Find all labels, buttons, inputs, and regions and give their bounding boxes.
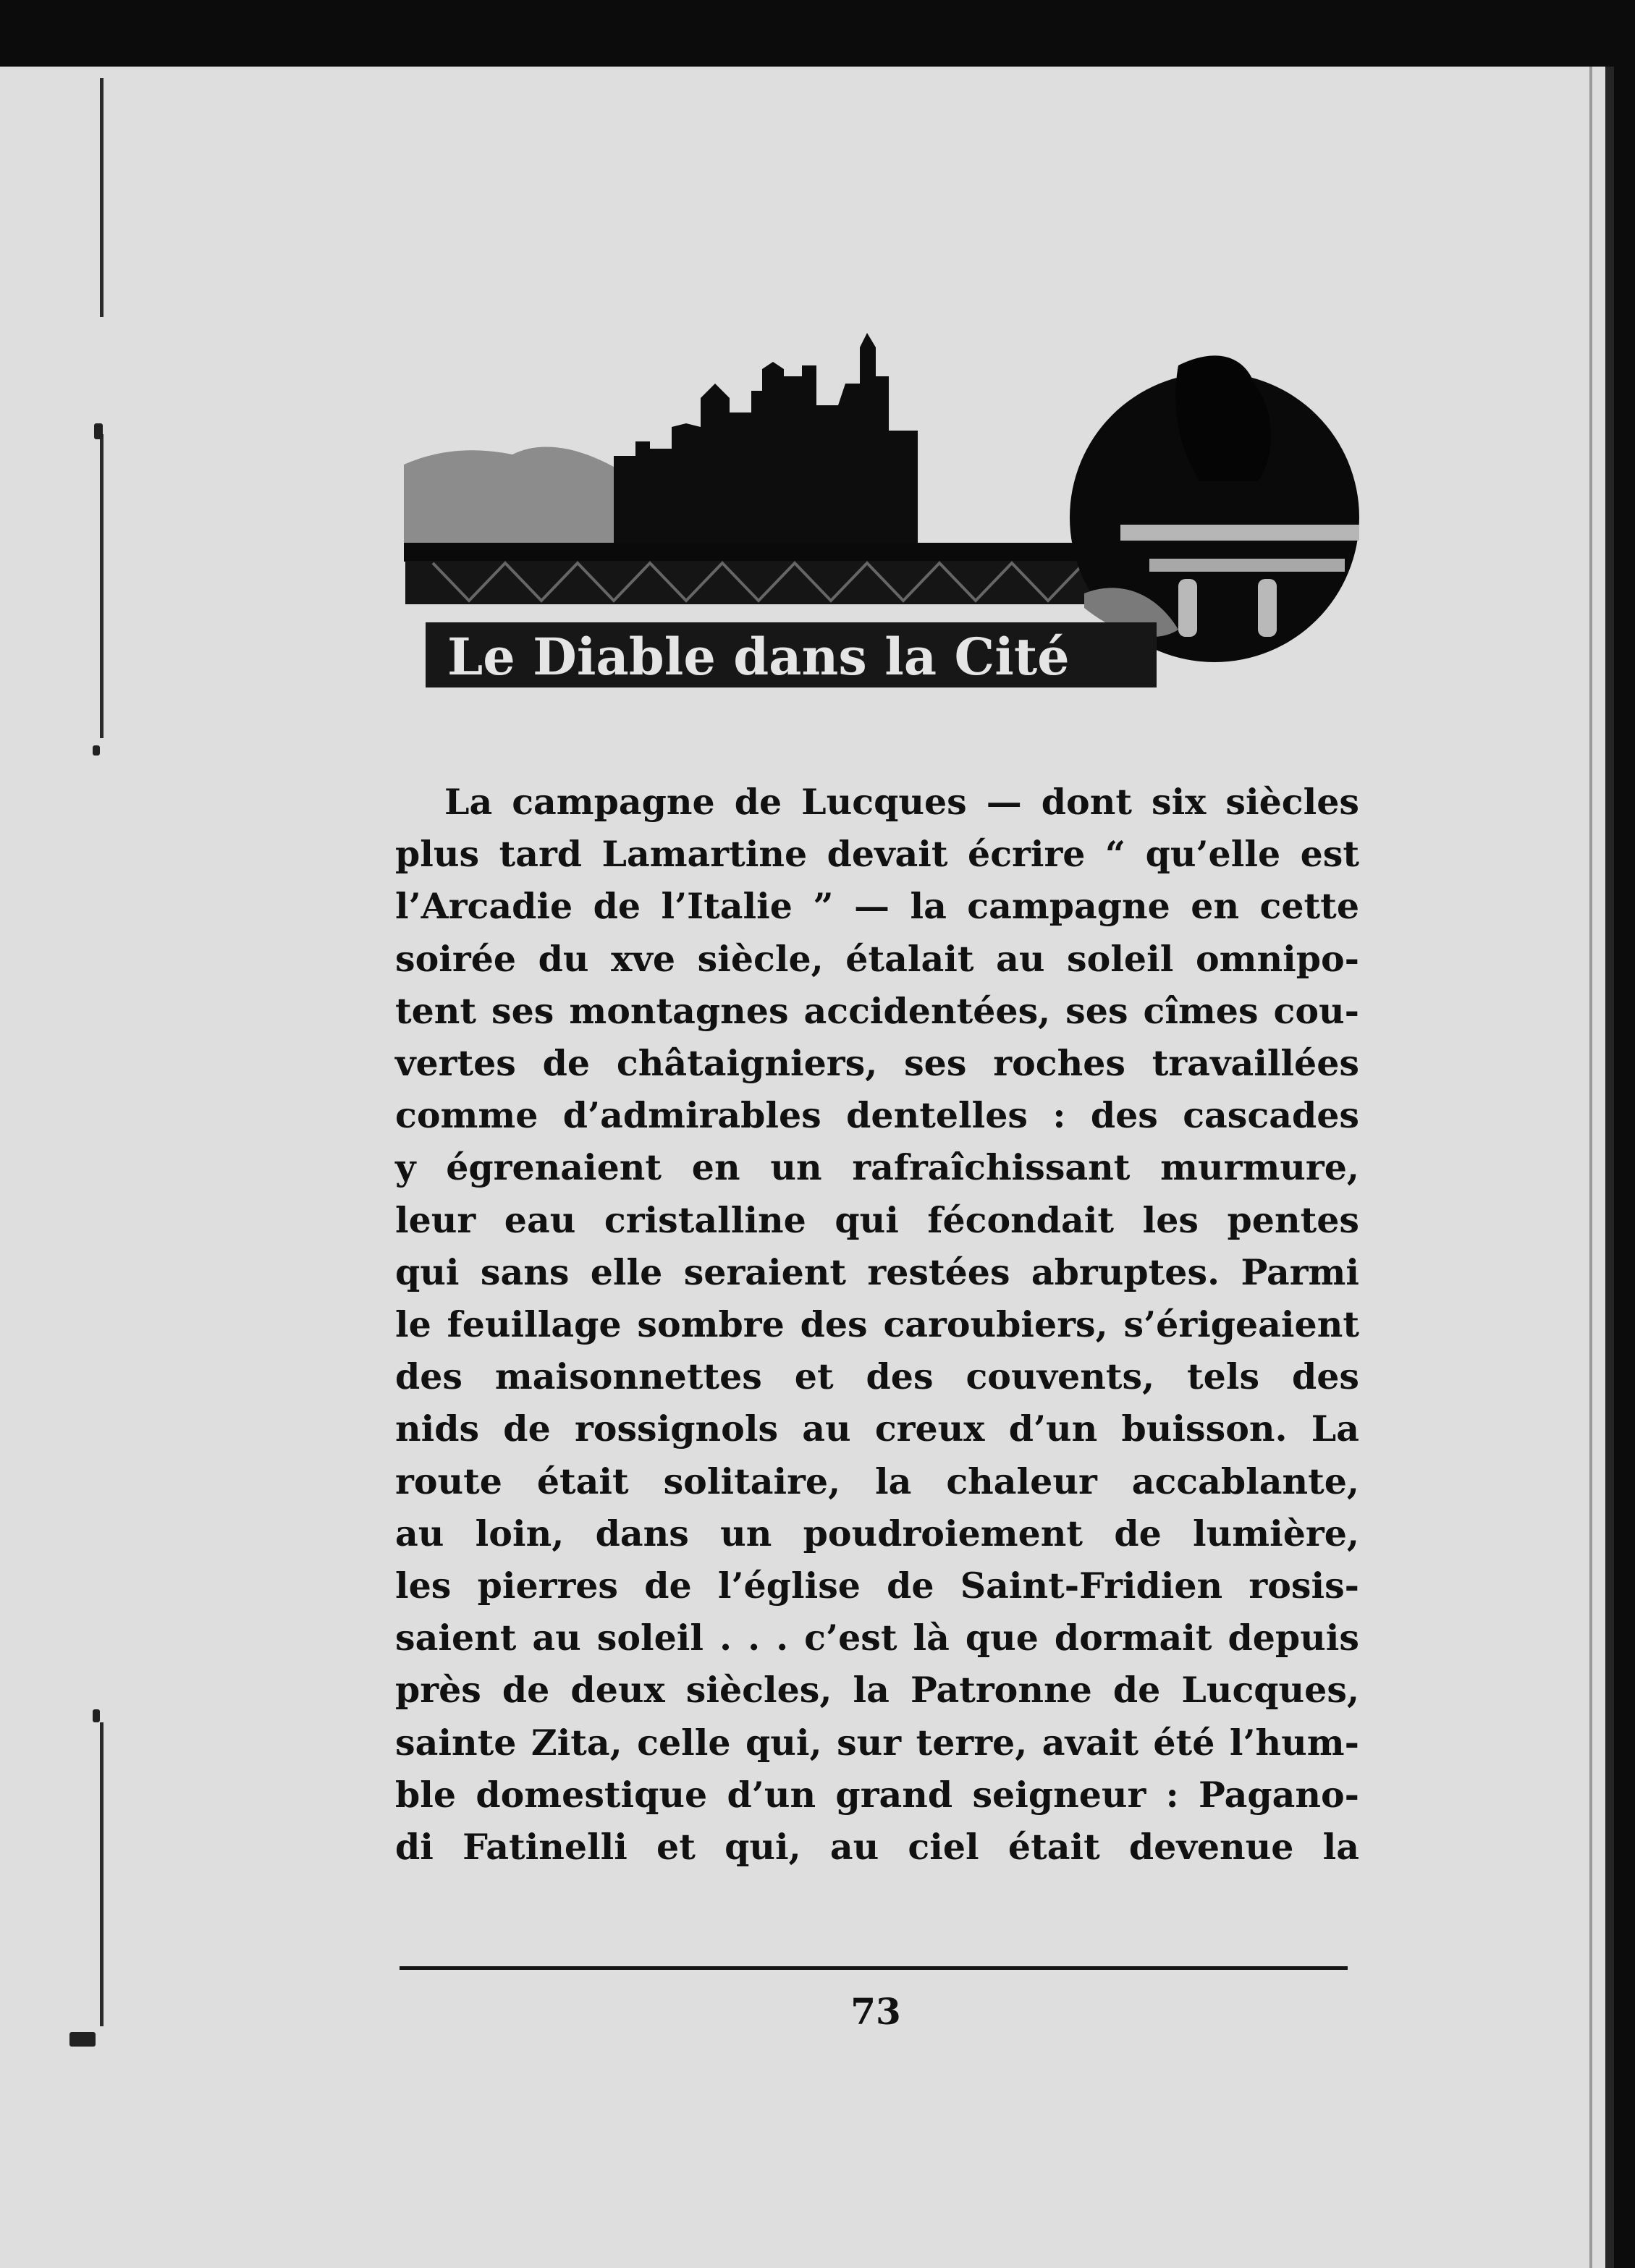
paragraph-line: au loin, dans un poudroiement de lumière, xyxy=(395,1512,1359,1554)
paragraph-line: La campagne de Lucques — dont six siècles xyxy=(444,781,1359,823)
paragraph-line: le feuillage sombre des caroubiers, s’érigeaient xyxy=(395,1303,1359,1346)
paragraph-line: di Fatinelli et qui, au ciel était devenue la xyxy=(395,1826,1359,1869)
footer-rule xyxy=(400,1966,1348,1970)
paragraph-line: y égrenaient en un rafraîchissant murmure, xyxy=(395,1146,1359,1189)
paragraph-line: soirée du xve siècle, étalait au soleil omnipo- xyxy=(395,937,1359,980)
paragraph-line: sainte Zita, celle qui, sur terre, avait été l’hum- xyxy=(395,1721,1359,1764)
paragraph-line: des maisonnettes et des couvents, tels des xyxy=(395,1355,1359,1398)
paragraph-line: les pierres de l’église de Saint-Fridien rosis- xyxy=(395,1565,1359,1607)
heading-text: Le Diable dans la Cité xyxy=(447,627,1070,687)
paragraph-line: tent ses montagnes accidentées, ses cîmes cou- xyxy=(395,989,1359,1032)
gutter-line xyxy=(100,1722,103,2026)
gutter-mark xyxy=(93,745,100,756)
paragraph-line: nids de rossignols au creux d’un buisson. La xyxy=(395,1408,1359,1450)
body-paragraph xyxy=(395,776,1359,1873)
paragraph-line: leur eau cristalline qui fécondait les pentes xyxy=(395,1198,1359,1241)
paragraph-line: comme d’admirables dentelles : des cascades xyxy=(395,1094,1359,1137)
page-edge-shadow xyxy=(1605,67,1614,2268)
paragraph-line: près de deux siècles, la Patronne de Lucques, xyxy=(395,1669,1359,1711)
gutter-line xyxy=(100,434,103,738)
paragraph-line: saient au soleil . . . c’est là que dormait depuis xyxy=(395,1617,1359,1659)
paragraph-line: route était solitaire, la chaleur accablante, xyxy=(395,1460,1359,1502)
gutter-line xyxy=(100,78,103,317)
chapter-heading-illustration xyxy=(397,304,1366,738)
paragraph-line: l’Arcadie de l’Italie ” — la campagne en cette xyxy=(395,885,1359,928)
paragraph-line: vertes de châtaigniers, ses roches travaillées xyxy=(395,1042,1359,1085)
gutter-mark xyxy=(94,423,103,439)
paragraph-line: ble domestique d’un grand seigneur : Pagano- xyxy=(395,1773,1359,1816)
paragraph-line: qui sans elle seraient restées abruptes. Parmi xyxy=(395,1251,1359,1293)
page-number: 73 xyxy=(850,1990,901,2033)
gutter-mark xyxy=(93,1709,100,1722)
gutter-mark xyxy=(69,2032,96,2047)
page-edge-line xyxy=(1589,67,1592,2268)
paragraph-line: plus tard Lamartine devait écrire “ qu’elle est xyxy=(395,833,1359,876)
